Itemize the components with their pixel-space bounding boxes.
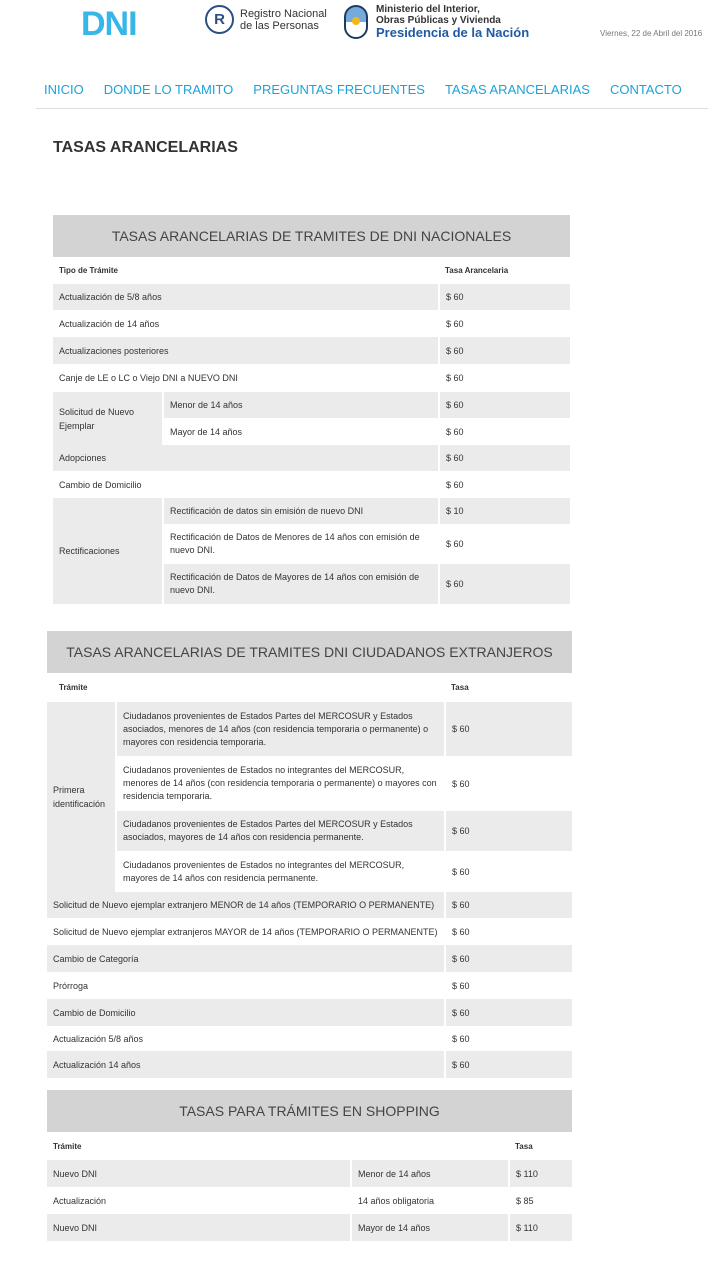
- row-tasa: $ 60: [445, 851, 572, 892]
- row-tasa: $ 60: [439, 284, 570, 310]
- row-label-primera-identificacion: Primera identificación: [47, 702, 116, 892]
- ministry-line1: Ministerio del Interior,: [376, 4, 480, 15]
- table-row: [53, 310, 570, 337]
- table-row: [53, 471, 570, 498]
- row-label-rectificaciones: Rectificaciones: [53, 498, 163, 604]
- row-tasa: $ 60: [445, 999, 572, 1026]
- renaper-line2: de las Personas: [240, 19, 319, 32]
- table-row: [53, 337, 570, 364]
- row-sublabel: Rectificación de datos sin emisión de nuevo DNI: [163, 498, 439, 524]
- table-row: [47, 945, 572, 972]
- col-tasa: Tasa: [509, 1132, 572, 1160]
- table-row: [53, 284, 570, 310]
- row-label: Actualización 5/8 años: [47, 1026, 445, 1051]
- dni-logo[interactable]: DNI: [81, 5, 137, 43]
- row-label: Cambio de Domicilio: [47, 999, 445, 1026]
- row-label: Actualización 14 años: [47, 1051, 445, 1078]
- row-tasa: $ 60: [439, 337, 570, 364]
- table-row: [53, 392, 570, 418]
- table-row: [47, 851, 572, 892]
- col-tasa-arancelaria: Tasa Arancelaria: [439, 257, 570, 284]
- table-row: [53, 445, 570, 471]
- row-tasa: $ 60: [445, 702, 572, 756]
- row-tasa: $ 60: [445, 945, 572, 972]
- row-detail: Mayor de 14 años: [351, 1214, 509, 1241]
- row-tasa: $ 60: [445, 972, 572, 999]
- table-shopping-caption: TASAS PARA TRÁMITES EN SHOPPING: [47, 1090, 572, 1132]
- row-tasa: $ 60: [445, 811, 572, 851]
- row-tasa: $ 60: [439, 471, 570, 498]
- row-tasa: $ 60: [439, 564, 570, 604]
- nav-preguntas-frecuentes[interactable]: PREGUNTAS FRECUENTES: [253, 82, 425, 97]
- row-tasa: $ 60: [445, 892, 572, 918]
- row-tasa: $ 60: [439, 445, 570, 471]
- table-row: [47, 999, 572, 1026]
- row-label: Canje de LE o LC o Viejo DNI a NUEVO DNI: [53, 364, 439, 392]
- nav-inicio[interactable]: INICIO: [44, 82, 84, 97]
- row-detail: 14 años obligatoria: [351, 1187, 509, 1214]
- row-tasa: $ 60: [439, 418, 570, 445]
- row-label: Actualización de 14 años: [53, 310, 439, 337]
- row-tasa: $ 60: [439, 524, 570, 564]
- renaper-line1: Registro Nacional: [240, 7, 327, 20]
- table-shopping: [47, 1090, 572, 1241]
- ministry-line2: Obras Públicas y Vivienda: [376, 15, 501, 26]
- row-label: Nuevo DNI: [47, 1214, 351, 1241]
- main-nav: [44, 82, 702, 97]
- row-detail: Menor de 14 años: [351, 1160, 509, 1187]
- argentina-shield-icon: [344, 5, 368, 39]
- row-label: Cambio de Domicilio: [53, 471, 439, 498]
- row-tasa: $ 60: [439, 392, 570, 418]
- nav-donde-lo-tramito[interactable]: DONDE LO TRAMITO: [103, 82, 234, 97]
- table-row: [47, 702, 572, 756]
- renaper-logo: [205, 5, 327, 34]
- row-tasa: $ 60: [445, 1026, 572, 1051]
- row-label: Nuevo DNI: [47, 1160, 351, 1187]
- nav-contacto[interactable]: CONTACTO: [609, 82, 682, 97]
- row-label: Actualización: [47, 1187, 351, 1214]
- row-label: Solicitud de Nuevo ejemplar extranjero MENOR de 14 años (TEMPORARIO O PERMANENTE): [47, 892, 445, 918]
- row-tasa: $ 60: [439, 364, 570, 392]
- table-row: [47, 811, 572, 851]
- table-row: [47, 1187, 572, 1214]
- row-sublabel: Mayor de 14 años: [163, 418, 439, 445]
- row-tasa: $ 60: [439, 310, 570, 337]
- ministry-logo: [344, 4, 529, 40]
- row-sublabel: Menor de 14 años: [163, 392, 439, 418]
- ministry-line3: Presidencia de la Nación: [376, 25, 530, 40]
- table-nacionales: [53, 215, 570, 604]
- col-tramite: Trámite: [47, 673, 445, 702]
- table-row: [47, 1051, 572, 1078]
- table-row: [47, 1214, 572, 1241]
- row-label: Adopciones: [53, 445, 439, 471]
- table-row: [47, 756, 572, 811]
- row-sublabel: Rectificación de Datos de Menores de 14 años con emisión de nuevo DNI.: [163, 524, 439, 564]
- row-sublabel: Ciudadanos provenientes de Estados no integrantes del MERCOSUR, menores de 14 años (con residencia temporaria o permanente) o mayores con residencia temporaria.: [116, 756, 445, 811]
- table-nacionales-caption: TASAS ARANCELARIAS DE TRAMITES DE DNI NACIONALES: [53, 215, 570, 257]
- table-row: [53, 364, 570, 392]
- table-row: [47, 972, 572, 999]
- col-tramite: Trámite: [47, 1132, 509, 1160]
- row-sublabel: Ciudadanos provenientes de Estados Partes del MERCOSUR y Estados asociados, menores de 14 años (con residencia temporaria o permanente) o mayores con residencia temporaria.: [116, 702, 445, 756]
- row-tasa: $ 60: [445, 1051, 572, 1078]
- row-label: Solicitud de Nuevo ejemplar extranjeros MAYOR de 14 años (TEMPORARIO O PERMANENTE): [47, 918, 445, 945]
- nav-tasas-arancelarias[interactable]: TASAS ARANCELARIAS: [444, 82, 590, 97]
- nav-divider: [36, 108, 708, 109]
- renaper-seal-icon: R: [205, 5, 234, 34]
- table-row: [47, 1160, 572, 1187]
- current-date: Viernes, 22 de Abril del 2016: [600, 29, 703, 38]
- row-label: Prórroga: [47, 972, 445, 999]
- row-tasa: $ 60: [445, 756, 572, 811]
- table-extranjeros: [47, 631, 572, 1078]
- col-tasa: Tasa: [445, 673, 572, 702]
- table-row: [47, 892, 572, 918]
- col-tipo-tramite: Tipo de Trámite: [53, 257, 439, 284]
- row-tasa: $ 110: [509, 1160, 572, 1187]
- table-extranjeros-caption: TASAS ARANCELARIAS DE TRAMITES DNI CIUDADANOS EXTRANJEROS: [47, 631, 572, 673]
- row-label: Actualización de 5/8 años: [53, 284, 439, 310]
- row-label: Actualizaciones posteriores: [53, 337, 439, 364]
- row-sublabel: Ciudadanos provenientes de Estados no integrantes del MERCOSUR, mayores de 14 años con residencia permanente.: [116, 851, 445, 892]
- row-tasa: $ 85: [509, 1187, 572, 1214]
- row-tasa: $ 60: [445, 918, 572, 945]
- row-label: Cambio de Categoría: [47, 945, 445, 972]
- table-row: [47, 918, 572, 945]
- row-sublabel: Ciudadanos provenientes de Estados Partes del MERCOSUR y Estados asociados, mayores de 14 años con residencia permanente.: [116, 811, 445, 851]
- row-label-nuevo-ejemplar: Solicitud de Nuevo Ejemplar: [53, 392, 163, 445]
- row-tasa: $ 10: [439, 498, 570, 524]
- table-row: [47, 1026, 572, 1051]
- row-tasa: $ 110: [509, 1214, 572, 1241]
- row-sublabel: Rectificación de Datos de Mayores de 14 años con emisión de nuevo DNI.: [163, 564, 439, 604]
- table-row: [53, 498, 570, 524]
- page-title: TASAS ARANCELARIAS: [53, 139, 238, 156]
